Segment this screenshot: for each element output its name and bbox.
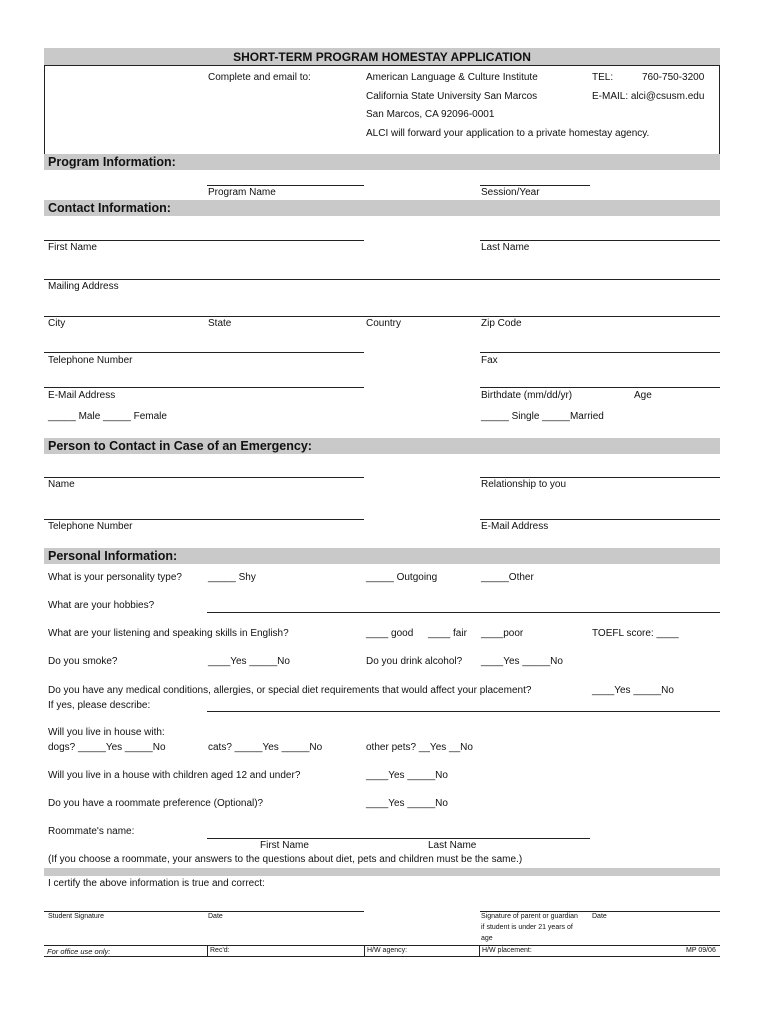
emergency-telephone-field[interactable]: [44, 519, 364, 520]
skill-good-option[interactable]: ____ good: [366, 628, 414, 639]
emergency-section-title: Person to Contact in Case of an Emergency:: [48, 439, 312, 453]
zip-label: Zip Code: [481, 318, 522, 329]
smoke-answer[interactable]: ____Yes _____No: [208, 656, 290, 667]
alcohol-answer[interactable]: ____Yes _____No: [481, 656, 563, 667]
skill-fair-option[interactable]: ____ fair: [428, 628, 467, 639]
last-name-label: Last Name: [481, 242, 530, 253]
birthdate-label: Birthdate (mm/dd/yr): [481, 390, 573, 401]
email-label: E-Mail Address: [48, 390, 116, 401]
form-code: MP 09/06: [686, 947, 716, 954]
session-year-label: Session/Year: [481, 187, 540, 198]
telephone-label: Telephone Number: [48, 355, 133, 366]
first-name-field[interactable]: [44, 240, 364, 241]
telephone-field[interactable]: [44, 352, 364, 353]
country-label: Country: [366, 318, 402, 329]
cats-answer[interactable]: cats? _____Yes _____No: [208, 742, 323, 753]
fax-label: Fax: [481, 355, 498, 366]
describe-field[interactable]: [207, 711, 720, 712]
parent-signature-label-1: Signature of parent or guardian: [481, 913, 578, 920]
other-pets-answer[interactable]: other pets? __Yes __No: [366, 742, 473, 753]
roommate-name-field[interactable]: [207, 838, 590, 839]
student-date-label: Date: [208, 913, 223, 920]
marital-options[interactable]: _____ Single _____Married: [481, 411, 604, 422]
form-title: SHORT-TERM PROGRAM HOMESTAY APPLICATION: [233, 50, 531, 64]
birthdate-age-field[interactable]: [480, 387, 720, 388]
hobbies-question: What are your hobbies?: [48, 600, 155, 611]
medical-answer[interactable]: ____Yes _____No: [592, 685, 674, 696]
children-question: Will you live in a house with children aged 12 and under?: [48, 770, 301, 781]
office-recd-label: Rec'd:: [210, 947, 230, 954]
live-with-question: Will you live in house with:: [48, 727, 165, 738]
smoke-question: Do you smoke?: [48, 656, 118, 667]
parent-signature-label-2: if student is under 21 years of: [481, 924, 573, 931]
emergency-telephone-label: Telephone Number: [48, 521, 133, 532]
personal-section-title: Personal Information:: [48, 549, 178, 563]
city-label: City: [48, 318, 66, 329]
roommate-name-label: Roommate's name:: [48, 826, 135, 837]
address: San Marcos, CA 92096-0001: [366, 109, 495, 120]
program-section-title: Program Information:: [48, 155, 176, 169]
describe-label: If yes, please describe:: [48, 700, 151, 711]
dogs-answer[interactable]: dogs? _____Yes _____No: [48, 742, 166, 753]
medical-question: Do you have any medical conditions, allergies, or special diet requirements that would affect your placement?: [48, 685, 532, 696]
office-hw-agency-label: H/W agency:: [367, 947, 408, 954]
institute-name: American Language & Culture Institute: [366, 72, 538, 83]
skills-question: What are your listening and speaking skills in English?: [48, 628, 289, 639]
complete-email-label: Complete and email to:: [208, 72, 311, 83]
emergency-name-label: Name: [48, 479, 75, 490]
program-name-field[interactable]: [207, 185, 364, 186]
certify-statement: I certify the above information is true and correct:: [48, 878, 265, 889]
roommate-question: Do you have a roommate preference (Optional)?: [48, 798, 264, 809]
office-hw-placement-label: H/W placement:: [482, 947, 532, 954]
parent-signature-label-3: age: [481, 935, 493, 942]
age-label: Age: [634, 390, 652, 401]
relationship-label: Relationship to you: [481, 479, 567, 490]
skill-poor-option[interactable]: ____poor: [481, 628, 524, 639]
contact-section-title: Contact Information:: [48, 201, 171, 215]
emergency-email-field[interactable]: [480, 519, 720, 520]
student-signature-field[interactable]: [44, 911, 364, 912]
office-divider-3: [479, 945, 480, 956]
parent-signature-field[interactable]: [480, 911, 720, 912]
email-field[interactable]: [44, 387, 364, 388]
outgoing-option[interactable]: _____ Outgoing: [366, 572, 438, 583]
office-divider-2: [364, 945, 365, 956]
children-answer[interactable]: ____Yes _____No: [366, 770, 448, 781]
office-use-label: For office use only:: [47, 947, 111, 956]
roommate-first-name-label: First Name: [260, 840, 309, 851]
roommate-note: (If you choose a roommate, your answers to the questions about diet, pets and children must be the same.): [48, 854, 523, 865]
office-divider-1: [207, 945, 208, 956]
forward-note: ALCI will forward your application to a private homestay agency.: [366, 128, 650, 139]
relationship-field[interactable]: [480, 477, 720, 478]
tel-label: TEL:: [592, 72, 614, 83]
toefl-score[interactable]: TOEFL score: ____: [592, 628, 679, 639]
state-label: State: [208, 318, 232, 329]
shy-option[interactable]: _____ Shy: [208, 572, 256, 583]
hobbies-field[interactable]: [207, 612, 720, 613]
parent-date-label: Date: [592, 913, 607, 920]
last-name-field[interactable]: [480, 240, 720, 241]
emergency-name-field[interactable]: [44, 477, 364, 478]
student-signature-label: Student Signature: [48, 913, 105, 920]
first-name-label: First Name: [48, 242, 97, 253]
session-year-field[interactable]: [480, 185, 590, 186]
mailing-address-field[interactable]: [44, 279, 720, 280]
emergency-email-label: E-Mail Address: [481, 521, 549, 532]
gender-options[interactable]: _____ Male _____ Female: [48, 411, 167, 422]
tel-value: 760-750-3200: [642, 72, 705, 83]
roommate-answer[interactable]: ____Yes _____No: [366, 798, 448, 809]
roommate-last-name-label: Last Name: [428, 840, 477, 851]
fax-field[interactable]: [480, 352, 720, 353]
other-option[interactable]: _____Other: [481, 572, 534, 583]
email-contact: E-MAIL: alci@csusm.edu: [592, 91, 705, 102]
personality-question: What is your personality type?: [48, 572, 182, 583]
certify-band: [44, 868, 720, 876]
mailing-address-label: Mailing Address: [48, 281, 119, 292]
city-state-country-zip-field[interactable]: [44, 316, 720, 317]
university-name: California State University San Marcos: [366, 91, 538, 102]
alcohol-question: Do you drink alcohol?: [366, 656, 463, 667]
program-name-label: Program Name: [208, 187, 276, 198]
